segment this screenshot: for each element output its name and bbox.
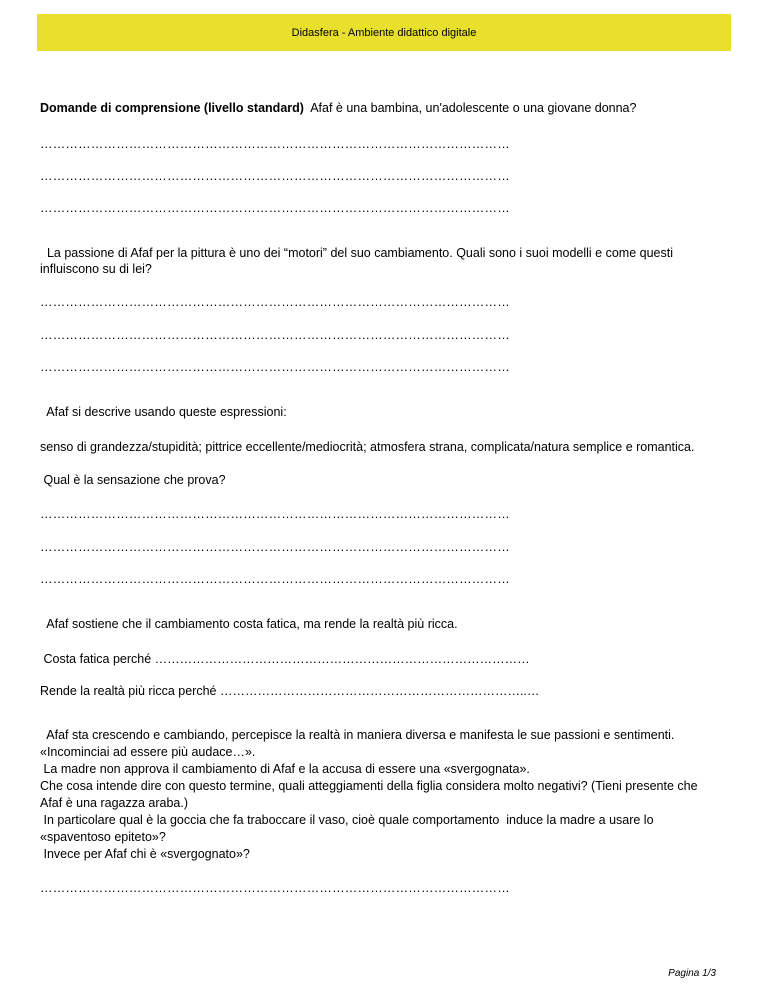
question-3-list: senso di grandezza/stupidità; pittrice eccellente/mediocrità; atmosfera strana, complicata/natura semplice e romantica.	[40, 440, 695, 454]
question-5-line-2: «Incominciai ad essere più audace…».	[40, 745, 256, 759]
question-5-line-7: «spaventoso epiteto»?	[40, 830, 166, 844]
answer-line: …………………………………………………………………………………………………	[40, 137, 510, 151]
section-heading: Domande di comprensione (livello standard)	[40, 101, 304, 115]
answer-line: …………………………………………………………………………………………………	[40, 507, 510, 521]
question-4-fatica: Costa fatica perché ………………………………………………………………………………	[40, 652, 530, 666]
question-3-intro: Afaf si descrive usando queste espressioni:	[40, 405, 287, 419]
answer-line: …………………………………………………………………………………………………	[40, 881, 510, 895]
page-header	[37, 14, 731, 51]
header-title: Didasfera - Ambiente didattico digitale	[291, 26, 477, 39]
question-1-text: Afaf è una bambina, un'adolescente o una giovane donna?	[303, 101, 637, 115]
question-4-intro: Afaf sostiene che il cambiamento costa fatica, ma rende la realtà più ricca.	[40, 617, 458, 631]
question-5-line-4: Che cosa intende dire con questo termine, quali atteggiamenti della figlia considera molto negativi? (Tieni presente che	[40, 779, 698, 793]
question-3-question: Qual è la sensazione che prova?	[40, 473, 226, 487]
question-2-line-1: La passione di Afaf per la pittura è uno dei “motori” del suo cambiamento. Quali sono i suoi modelli e come questi	[40, 246, 673, 260]
answer-line: …………………………………………………………………………………………………	[40, 169, 510, 183]
answer-line: …………………………………………………………………………………………………	[40, 572, 510, 586]
answer-line: …………………………………………………………………………………………………	[40, 360, 510, 374]
question-2-line-2: influiscono su di lei?	[40, 262, 152, 276]
answer-line: …………………………………………………………………………………………………	[40, 295, 510, 309]
question-4-ricca: Rende la realtà più ricca perché ………………………………………………………………..…	[40, 684, 540, 698]
question-1	[40, 101, 636, 116]
question-5-line-1: Afaf sta crescendo e cambiando, percepisce la realtà in maniera diversa e manifesta le sue passioni e sentimenti.	[40, 728, 675, 742]
answer-line: …………………………………………………………………………………………………	[40, 328, 510, 342]
question-5-line-8: Invece per Afaf chi è «svergognato»?	[40, 847, 250, 861]
question-5-line-5: Afaf è una ragazza araba.)	[40, 796, 189, 810]
question-5-line-3: La madre non approva il cambiamento di Afaf e la accusa di essere una «svergognata».	[40, 762, 530, 776]
answer-line: …………………………………………………………………………………………………	[40, 540, 510, 554]
page-number: Pagina 1/3	[668, 968, 716, 979]
question-5-line-6: In particolare qual è la goccia che fa traboccare il vaso, cioè quale comportamento induce la madre a usare lo	[40, 813, 654, 827]
answer-line: …………………………………………………………………………………………………	[40, 201, 510, 215]
